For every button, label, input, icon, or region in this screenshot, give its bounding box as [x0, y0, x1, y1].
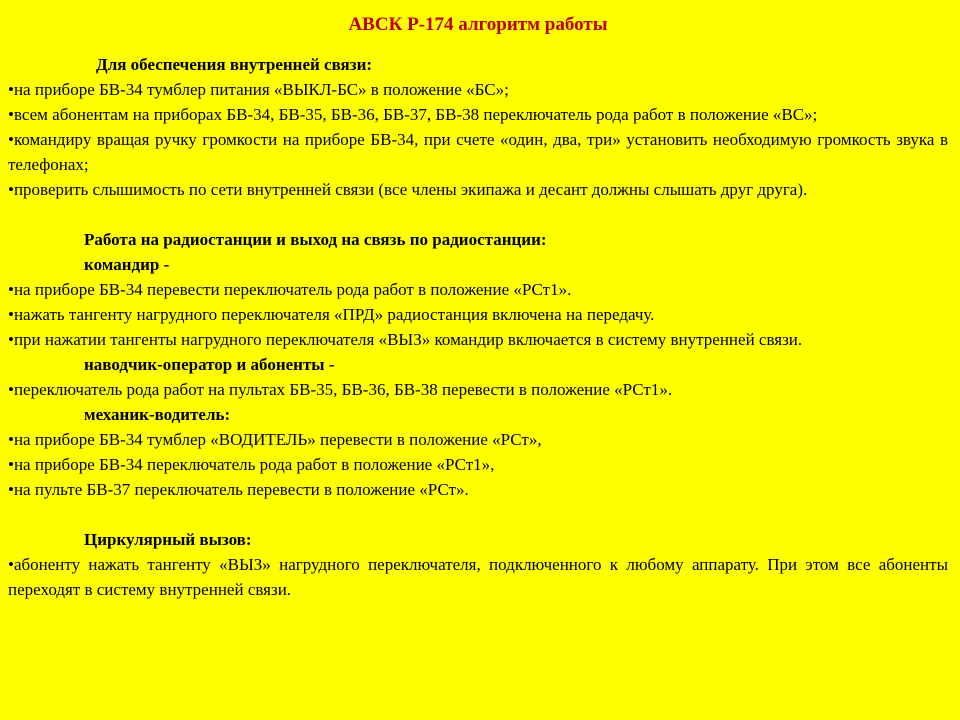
- list-item-text: переключатель рода работ на пультах БВ-35, БВ-36, БВ-38 перевести в положение «РСт1».: [13, 380, 673, 399]
- list-item-text: на приборе БВ-34 тумблер питания «ВЫКЛ-БС» в положение «БС»;: [13, 80, 509, 99]
- list-item: [8, 377, 948, 402]
- list-item-text: на приборе БВ-34 перевести переключатель рода работ в положение «РСт1».: [13, 280, 572, 299]
- spacer: [8, 202, 948, 227]
- list-item: [8, 177, 948, 202]
- bullet-icon: •: [8, 555, 14, 574]
- list-item-text: на приборе БВ-34 переключатель рода работ в положение «РСт1»,: [13, 455, 495, 474]
- list-item: [8, 102, 948, 127]
- list-item: [8, 127, 948, 177]
- bullet-icon: •: [8, 280, 14, 299]
- list-item-text: абоненту нажать тангенту «ВЫЗ» нагрудного переключателя, подключенного к любому аппарату. При этом все абоненты переходят в систему внутренней связи.: [8, 555, 948, 599]
- list-item: [8, 77, 948, 102]
- bullet-icon: •: [8, 330, 14, 349]
- bullet-icon: •: [8, 105, 14, 124]
- list-item-text: при нажатии тангенты нагрудного переключателя «ВЫЗ» командир включается в систему внутренней связи.: [13, 330, 803, 349]
- list-item: [8, 452, 948, 477]
- heading-commander: командир -: [84, 255, 170, 274]
- slide-title: АВСК Р-174 алгоритм работы: [348, 14, 608, 35]
- heading-radio-work: Работа на радиостанции и выход на связь по радиостанции:: [84, 230, 547, 249]
- bullet-icon: •: [8, 480, 14, 499]
- heading-gunner: наводчик-оператор и абоненты -: [84, 355, 335, 374]
- spacer: [8, 502, 948, 527]
- list-item: [8, 427, 948, 452]
- list-item-text: проверить слышимость по сети внутренней связи (все члены экипажа и десант должны слышать друг друга).: [13, 180, 808, 199]
- list-item-text: нажать тангенту нагрудного переключателя «ПРД» радиостанция включена на передачу.: [13, 305, 655, 324]
- bullet-icon: •: [8, 305, 14, 324]
- list-item-text: командиру вращая ручку громкости на приборе БВ-34, при счете «один, два, три» установить необходимую громкость звука в телефонах;: [8, 130, 948, 174]
- bullet-icon: •: [8, 180, 14, 199]
- list-item: [8, 277, 948, 302]
- list-item-text: на приборе БВ-34 тумблер «ВОДИТЕЛЬ» перевести в положение «РСт»,: [13, 430, 542, 449]
- bullet-icon: •: [8, 380, 14, 399]
- list-item-text: всем абонентам на приборах БВ-34, БВ-35, БВ-36, БВ-37, БВ-38 переключатель рода работ в положение «ВС»;: [13, 105, 818, 124]
- bullet-icon: •: [8, 455, 14, 474]
- list-item: [8, 477, 948, 502]
- bullet-icon: •: [8, 130, 14, 149]
- bullet-icon: •: [8, 430, 14, 449]
- heading-driver: механик-водитель:: [84, 405, 231, 424]
- list-item: [8, 552, 948, 602]
- bullet-icon: •: [8, 80, 14, 99]
- list-item: [8, 327, 948, 352]
- list-item: [8, 302, 948, 327]
- heading-circular-call: Циркулярный вызов:: [84, 530, 252, 549]
- list-item-text: на пульте БВ-37 переключатель перевести в положение «РСт».: [13, 480, 469, 499]
- heading-internal-comm: Для обеспечения внутренней связи:: [96, 55, 373, 74]
